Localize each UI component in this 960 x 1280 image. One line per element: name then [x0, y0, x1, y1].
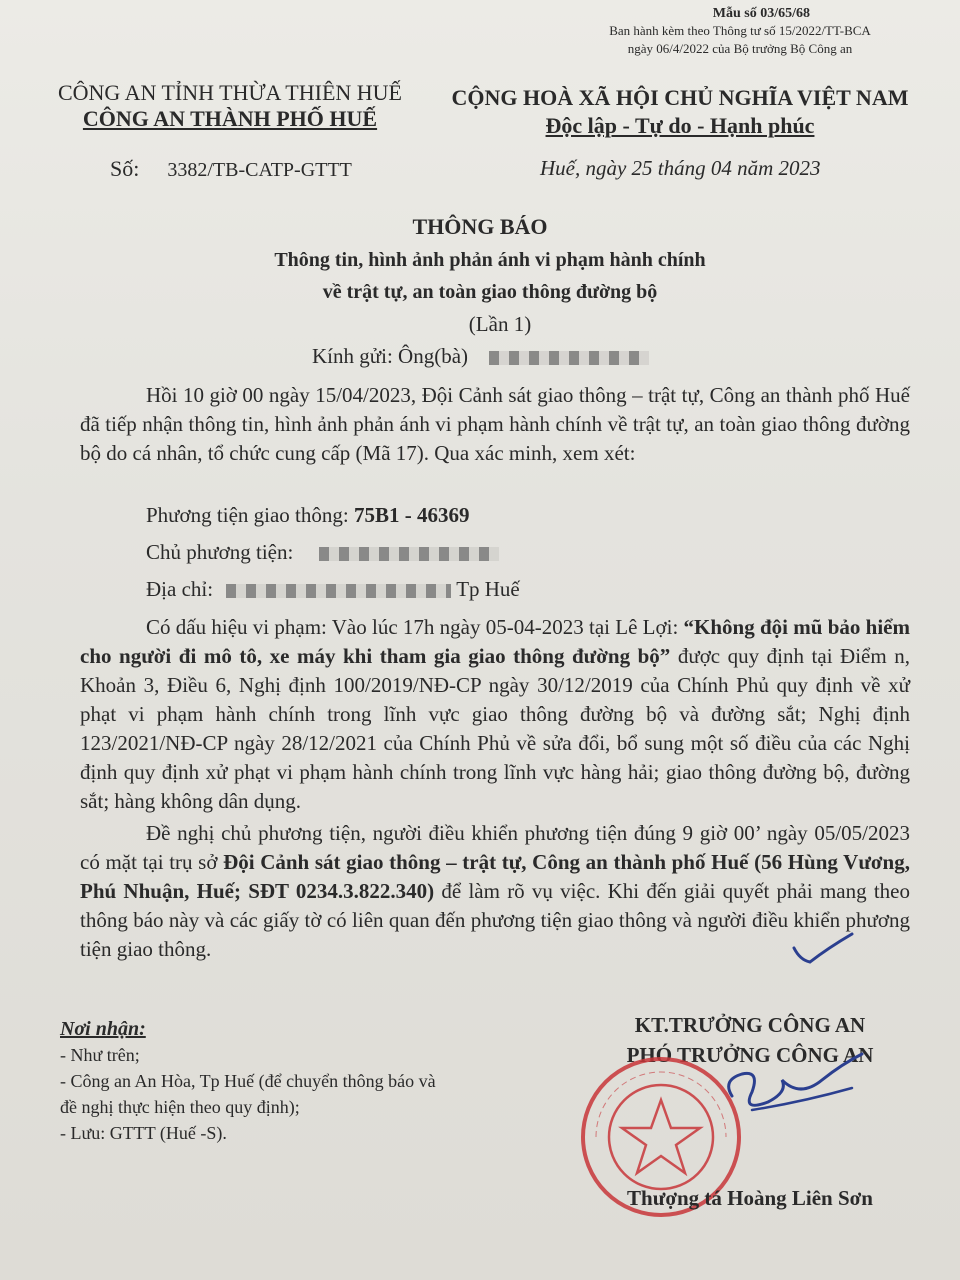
signature-title-line2: PHÓ TRƯỞNG CÔNG AN [626, 1043, 874, 1067]
redacted-recipient-name [489, 351, 649, 365]
recipient-line [312, 344, 649, 369]
recipients-item: - Lưu: GTTT (Huế -S). [60, 1123, 227, 1143]
checkmark-icon [788, 930, 858, 970]
owner-line [146, 540, 499, 565]
handwritten-signature [712, 1040, 882, 1130]
redacted-address [226, 584, 451, 598]
recipient-label: Kính gửi: Ông(bà) [312, 344, 469, 368]
attempt-number: (Lần 1) [468, 312, 532, 336]
subtitle-line1: Thông tin, hình ảnh phản ánh vi phạm hành chính [274, 249, 706, 271]
issuing-agency [30, 80, 430, 132]
request-paragraph [80, 819, 910, 964]
intro-text: Hồi 10 giờ 00 ngày 15/04/2023, Đội Cảnh sát giao thông – trật tự, Công an thành phố Huế đã tiếp nhận thông tin, hình ảnh phản ánh vi phạm hành chính về trật tự, an toàn giao thông đường bộ do cá nhân, tổ chức cung cấp (Mã 17). Qua xác minh, xem xét: [80, 383, 910, 465]
form-reference-line1: Ban hành kèm theo Thông tư số 15/2022/TT-BCA [609, 23, 871, 38]
violation-description: “Không đội mũ bảo hiểm cho người đi mô tô, xe máy khi tham gia giao thông đường bộ” [80, 615, 910, 668]
document-number-label: Số: [110, 156, 140, 181]
national-header [430, 84, 930, 140]
subtitle-line2: về trật tự, an toàn giao thông đường bộ [322, 281, 658, 303]
place-date: Huế, ngày 25 tháng 04 năm 2023 [540, 156, 821, 180]
signer-name: Thượng tá Hoàng Liên Sơn [627, 1186, 873, 1210]
vehicle-line [146, 503, 469, 528]
violation-paragraph [80, 613, 910, 816]
address-line [146, 577, 520, 602]
recipients-item: đề nghị thực hiện theo quy định); [60, 1097, 300, 1117]
request-prefix: Đề nghị chủ phương tiện, người điều khiển phương tiện đúng 9 giờ 00’ ngày 05/05/2023 có mặt tại trụ sở [80, 821, 910, 874]
form-number: Mẫu số 03/65/68 [712, 6, 810, 21]
request-suffix: để làm rõ vụ việc. Khi đến giải quyết phải mang theo thông báo này và các giấy tờ có liên quan đến phương tiện giao thông và người điều khiển phương tiện giao thông. [80, 879, 911, 961]
document-number-value: 3382/TB-CATP-GTTT [167, 159, 352, 181]
agency-parent: CÔNG AN TỈNH THỪA THIÊN HUẾ [57, 80, 402, 105]
violation-prefix: Có dấu hiệu vi phạm: Vào lúc 17h ngày 05-04-2023 tại Lê Lợi: [146, 615, 684, 639]
address-label: Địa chỉ: [146, 577, 214, 601]
recipients-item: - Công an An Hòa, Tp Huế (để chuyển thông báo và [60, 1071, 436, 1091]
request-location: Đội Cảnh sát giao thông – trật tự, Công an thành phố Huế (56 Hùng Vương, Phú Nhuận, Huế; SĐT 0234.3.822.340) [80, 850, 910, 903]
agency-name: CÔNG AN THÀNH PHỐ HUẾ [82, 106, 378, 131]
national-title: CỘNG HOÀ XÃ HỘI CHỦ NGHĨA VIỆT NAM [451, 85, 909, 110]
document-number [110, 156, 352, 182]
redacted-owner-name [319, 547, 499, 561]
vehicle-label: Phương tiện giao thông: [146, 503, 349, 527]
form-reference-line2: ngày 06/4/2022 của Bộ trưởng Bộ Công an [627, 41, 853, 56]
national-motto: Độc lập - Tự do - Hạnh phúc [545, 113, 815, 138]
vehicle-plate: 75B1 - 46369 [353, 503, 470, 527]
intro-paragraph [80, 381, 910, 468]
owner-label: Chủ phương tiện: [146, 540, 294, 564]
document-title: THÔNG BÁO [412, 214, 548, 239]
document-subtitle [0, 244, 960, 308]
signature-title-line1: KT.TRƯỞNG CÔNG AN [634, 1013, 866, 1037]
address-city: Tp Huế [456, 577, 520, 601]
recipients-item: - Như trên; [60, 1045, 140, 1065]
recipients-heading: Nơi nhận: [60, 1018, 146, 1040]
form-reference [540, 22, 940, 58]
recipients-block [60, 1016, 436, 1146]
violation-legal-basis: được quy định tại Điểm n, Khoản 3, Điều 6, Nghị định 100/2019/NĐ-CP ngày 30/12/2019 của Chính Phủ quy định về xử phạt vi phạm hành chính trong lĩnh vực giao thông đường bộ và đường sắt; Nghị định 123/2021/NĐ-CP ngày 28/12/2021 của Chính Phủ về sửa đổi, bổ sung một số điều của các Nghị định quy định xử phạt vi phạm hành chính trong lĩnh vực hàng hải; giao thông đường bộ, đường sắt; hàng không dân dụng. [80, 644, 910, 813]
